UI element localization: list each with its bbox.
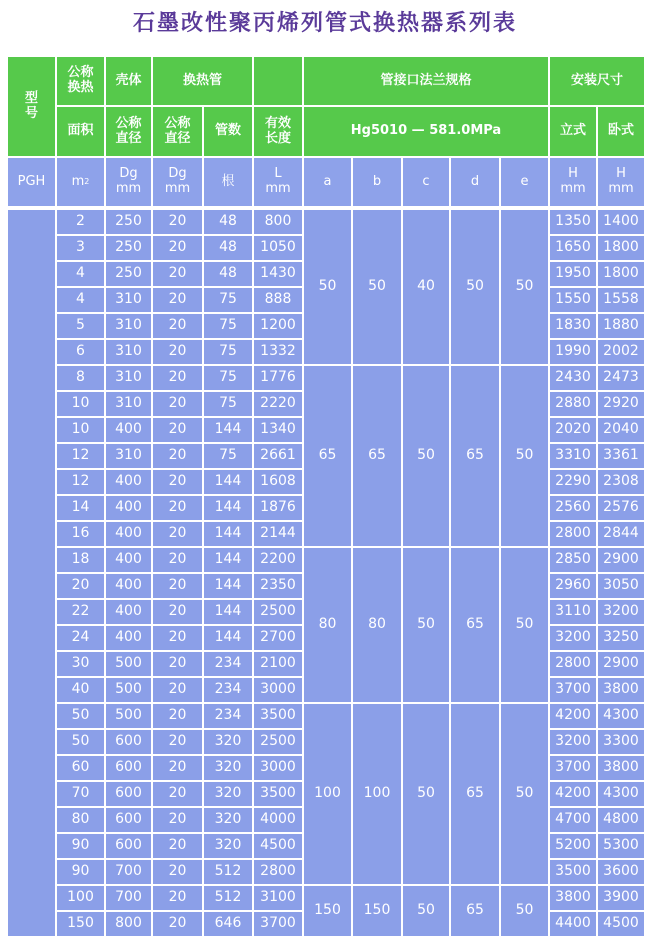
flange-b-group: 100 (353, 704, 401, 884)
table-cell-tube-diameter: 20 (153, 678, 202, 702)
table-cell-tube-diameter: 20 (153, 574, 202, 598)
table-cell-tube-count: 48 (204, 236, 252, 260)
table-cell-tube-length: 2350 (254, 574, 302, 598)
table-cell-tube-length: 2200 (254, 548, 302, 572)
flange-a-group: 80 (304, 548, 351, 702)
table-cell-tube-count: 75 (204, 288, 252, 312)
unit-horizontal: H mm (598, 158, 644, 206)
unit-shell: Dg mm (106, 158, 151, 206)
table-cell-height-horizontal: 2576 (598, 496, 644, 520)
table-cell-tube-length: 2100 (254, 652, 302, 676)
flange-e-group: 50 (501, 548, 548, 702)
table-cell-shell-diameter: 310 (106, 366, 151, 390)
unit-vertical: H mm (550, 158, 596, 206)
flange-c-group: 40 (403, 210, 449, 364)
table-cell-tube-count: 234 (204, 704, 252, 728)
flange-b-group: 150 (353, 886, 401, 936)
flange-c-group: 50 (403, 704, 449, 884)
table-cell-area: 90 (57, 860, 104, 884)
unit-tube-dia: Dg mm (153, 158, 202, 206)
table-cell-tube-diameter: 20 (153, 496, 202, 520)
table-cell-height-horizontal: 2040 (598, 418, 644, 442)
table-cell-tube-diameter: 20 (153, 860, 202, 884)
header-flange-standard: Hg5010 — 581.0MPa (304, 107, 548, 156)
table-cell-height-vertical: 1950 (550, 262, 596, 286)
header-tube-top: 换热管 (153, 57, 252, 105)
table-cell-shell-diameter: 310 (106, 340, 151, 364)
table-cell-height-vertical: 3700 (550, 678, 596, 702)
table-cell-shell-diameter: 500 (106, 652, 151, 676)
table-cell-tube-diameter: 20 (153, 236, 202, 260)
unit-d: d (451, 158, 499, 206)
table-cell-height-horizontal: 2308 (598, 470, 644, 494)
table-cell-area: 40 (57, 678, 104, 702)
table-cell-tube-count: 234 (204, 652, 252, 676)
table-cell-area: 50 (57, 730, 104, 754)
unit-model: PGH (8, 158, 55, 206)
table-cell-area: 50 (57, 704, 104, 728)
table-cell-tube-length: 4000 (254, 808, 302, 832)
table-cell-height-vertical: 1990 (550, 340, 596, 364)
table-cell-shell-diameter: 400 (106, 470, 151, 494)
table-cell-tube-count: 320 (204, 834, 252, 858)
table-cell-area: 3 (57, 236, 104, 260)
table-cell-tube-length: 2661 (254, 444, 302, 468)
table-cell-area: 80 (57, 808, 104, 832)
table-cell-tube-length: 2800 (254, 860, 302, 884)
flange-b-group: 65 (353, 366, 401, 546)
table-cell-tube-diameter: 20 (153, 392, 202, 416)
table-cell-tube-diameter: 20 (153, 210, 202, 234)
flange-d-group: 65 (451, 366, 499, 546)
table-cell-tube-diameter: 20 (153, 808, 202, 832)
table-cell-area: 30 (57, 652, 104, 676)
flange-a-group: 65 (304, 366, 351, 546)
table-cell-tube-diameter: 20 (153, 340, 202, 364)
table-cell-shell-diameter: 500 (106, 704, 151, 728)
table-cell-height-horizontal: 3800 (598, 756, 644, 780)
table-cell-area: 22 (57, 600, 104, 624)
table-cell-height-horizontal: 3800 (598, 678, 644, 702)
flange-e-group: 50 (501, 704, 548, 884)
table-cell-tube-length: 3500 (254, 782, 302, 806)
table-cell-height-vertical: 2020 (550, 418, 596, 442)
table-cell-height-vertical: 3700 (550, 756, 596, 780)
table-cell-shell-diameter: 600 (106, 782, 151, 806)
table-cell-tube-length: 3000 (254, 678, 302, 702)
table-cell-tube-length: 1776 (254, 366, 302, 390)
table-cell-tube-diameter: 20 (153, 314, 202, 338)
table-cell-height-vertical: 1650 (550, 236, 596, 260)
header-install-top: 安装尺寸 (550, 57, 644, 105)
table-cell-height-vertical: 4700 (550, 808, 596, 832)
table-cell-height-vertical: 4400 (550, 912, 596, 936)
table-cell-height-vertical: 2800 (550, 522, 596, 546)
unit-area-exponent: 2 (84, 176, 90, 186)
table-cell-shell-diameter: 310 (106, 392, 151, 416)
table-cell-height-horizontal: 3600 (598, 860, 644, 884)
table-cell-height-vertical: 3110 (550, 600, 596, 624)
table-cell-area: 10 (57, 418, 104, 442)
table-cell-height-horizontal: 4800 (598, 808, 644, 832)
table-cell-tube-count: 512 (204, 886, 252, 910)
table-cell-shell-diameter: 400 (106, 548, 151, 572)
table-cell-height-horizontal: 1800 (598, 262, 644, 286)
table-cell-tube-diameter: 20 (153, 418, 202, 442)
table-cell-tube-length: 1608 (254, 470, 302, 494)
table-cell-tube-count: 75 (204, 366, 252, 390)
table-cell-tube-length: 1430 (254, 262, 302, 286)
table-cell-tube-diameter: 20 (153, 522, 202, 546)
table-cell-shell-diameter: 600 (106, 808, 151, 832)
table-cell-tube-count: 75 (204, 340, 252, 364)
table-cell-tube-count: 75 (204, 392, 252, 416)
table-cell-area: 10 (57, 392, 104, 416)
table-cell-height-vertical: 1550 (550, 288, 596, 312)
flange-e-group: 50 (501, 210, 548, 364)
table-cell-tube-length: 3000 (254, 756, 302, 780)
table-cell-tube-length: 3500 (254, 704, 302, 728)
table-cell-area: 4 (57, 288, 104, 312)
table-cell-height-vertical: 4200 (550, 782, 596, 806)
table-cell-tube-length: 1876 (254, 496, 302, 520)
header-shell-top: 壳体 (106, 57, 151, 105)
header-area-bottom: 面积 (57, 107, 104, 156)
table-cell-shell-diameter: 400 (106, 626, 151, 650)
table-cell-height-horizontal: 1880 (598, 314, 644, 338)
table-cell-height-horizontal: 2002 (598, 340, 644, 364)
table-cell-height-horizontal: 4300 (598, 704, 644, 728)
table-cell-tube-count: 320 (204, 782, 252, 806)
table-cell-shell-diameter: 250 (106, 210, 151, 234)
table-cell-tube-length: 1332 (254, 340, 302, 364)
table-cell-shell-diameter: 250 (106, 262, 151, 286)
table-cell-area: 2 (57, 210, 104, 234)
table-cell-height-horizontal: 4500 (598, 912, 644, 936)
header-tube-length: 有效 长度 (254, 107, 302, 156)
table-cell-height-vertical: 3500 (550, 860, 596, 884)
table-cell-area: 12 (57, 470, 104, 494)
table-cell-tube-length: 2500 (254, 600, 302, 624)
table-cell-tube-length: 1050 (254, 236, 302, 260)
header-tube-count: 管数 (204, 107, 252, 156)
table-cell-tube-count: 144 (204, 574, 252, 598)
table-cell-height-horizontal: 2473 (598, 366, 644, 390)
table-cell-height-horizontal: 1800 (598, 236, 644, 260)
header-horizontal: 卧式 (598, 107, 644, 156)
table-cell-tube-count: 320 (204, 808, 252, 832)
table-cell-tube-diameter: 20 (153, 704, 202, 728)
table-cell-tube-diameter: 20 (153, 262, 202, 286)
flange-c-group: 50 (403, 366, 449, 546)
table-cell-shell-diameter: 400 (106, 522, 151, 546)
table-cell-tube-count: 144 (204, 626, 252, 650)
flange-b-group: 80 (353, 548, 401, 702)
table-cell-area: 90 (57, 834, 104, 858)
header-vertical: 立式 (550, 107, 596, 156)
table-cell-height-horizontal: 5300 (598, 834, 644, 858)
table-cell-height-horizontal: 2920 (598, 392, 644, 416)
table-cell-height-vertical: 2290 (550, 470, 596, 494)
flange-d-group: 50 (451, 210, 499, 364)
table-cell-tube-diameter: 20 (153, 548, 202, 572)
table-cell-area: 16 (57, 522, 104, 546)
table-cell-height-horizontal: 3250 (598, 626, 644, 650)
header-shell-diameter: 公称 直径 (106, 107, 151, 156)
table-cell-area: 100 (57, 886, 104, 910)
table-cell-shell-diameter: 400 (106, 496, 151, 520)
table-cell-height-vertical: 2560 (550, 496, 596, 520)
table-cell-tube-diameter: 20 (153, 652, 202, 676)
table-cell-height-horizontal: 1558 (598, 288, 644, 312)
table-cell-tube-length: 2700 (254, 626, 302, 650)
table-cell-tube-count: 48 (204, 262, 252, 286)
table-cell-height-vertical: 3200 (550, 626, 596, 650)
table-cell-height-horizontal: 3361 (598, 444, 644, 468)
table-cell-shell-diameter: 310 (106, 444, 151, 468)
flange-d-group: 65 (451, 704, 499, 884)
table-cell-height-vertical: 5200 (550, 834, 596, 858)
table-cell-height-horizontal: 3200 (598, 600, 644, 624)
table-cell-tube-count: 48 (204, 210, 252, 234)
table-cell-height-vertical: 3200 (550, 730, 596, 754)
table-cell-tube-length: 888 (254, 288, 302, 312)
table-cell-height-vertical: 2880 (550, 392, 596, 416)
flange-e-group: 50 (501, 886, 548, 936)
table-cell-tube-count: 320 (204, 730, 252, 754)
flange-d-group: 65 (451, 886, 499, 936)
unit-e: e (501, 158, 548, 206)
unit-c: c (403, 158, 449, 206)
table-cell-area: 70 (57, 782, 104, 806)
table-cell-tube-length: 4500 (254, 834, 302, 858)
table-cell-shell-diameter: 500 (106, 678, 151, 702)
table-cell-area: 14 (57, 496, 104, 520)
flange-b-group: 50 (353, 210, 401, 364)
table-cell-shell-diameter: 700 (106, 886, 151, 910)
header-tube-top-end (254, 57, 302, 105)
flange-a-group: 150 (304, 886, 351, 936)
table-cell-tube-length: 2144 (254, 522, 302, 546)
table-cell-tube-count: 144 (204, 522, 252, 546)
unit-a: a (304, 158, 351, 206)
unit-tube-len: L mm (254, 158, 302, 206)
table-cell-tube-diameter: 20 (153, 782, 202, 806)
table-cell-height-horizontal: 3050 (598, 574, 644, 598)
table-cell-tube-length: 3700 (254, 912, 302, 936)
table-cell-tube-diameter: 20 (153, 912, 202, 936)
table-cell-tube-count: 144 (204, 470, 252, 494)
table-cell-tube-length: 2500 (254, 730, 302, 754)
unit-area-base: m (71, 173, 85, 189)
table-cell-tube-length: 1200 (254, 314, 302, 338)
table-cell-tube-diameter: 20 (153, 730, 202, 754)
table-cell-area: 18 (57, 548, 104, 572)
table-cell-height-vertical: 4200 (550, 704, 596, 728)
table-cell-area: 20 (57, 574, 104, 598)
table-cell-height-vertical: 1830 (550, 314, 596, 338)
table-cell-shell-diameter: 310 (106, 314, 151, 338)
table-cell-tube-count: 144 (204, 496, 252, 520)
table-cell-tube-count: 144 (204, 548, 252, 572)
table-cell-tube-count: 646 (204, 912, 252, 936)
flange-e-group: 50 (501, 366, 548, 546)
table-cell-shell-diameter: 400 (106, 600, 151, 624)
table-cell-shell-diameter: 400 (106, 574, 151, 598)
table-cell-area: 150 (57, 912, 104, 936)
table-cell-area: 60 (57, 756, 104, 780)
table-cell-height-vertical: 2430 (550, 366, 596, 390)
header-tube-diameter: 公称 直径 (153, 107, 202, 156)
header-area-top: 公称 换热 (57, 57, 104, 105)
table-cell-area: 24 (57, 626, 104, 650)
table-cell-tube-count: 144 (204, 600, 252, 624)
table-cell-tube-diameter: 20 (153, 834, 202, 858)
table-cell-tube-length: 3100 (254, 886, 302, 910)
table-cell-shell-diameter: 250 (106, 236, 151, 260)
table-cell-height-horizontal: 2900 (598, 652, 644, 676)
unit-area (57, 158, 104, 206)
table-cell-tube-count: 320 (204, 756, 252, 780)
table-cell-area: 8 (57, 366, 104, 390)
flange-c-group: 50 (403, 886, 449, 936)
table-cell-shell-diameter: 310 (106, 288, 151, 312)
table-cell-shell-diameter: 600 (106, 756, 151, 780)
table-cell-area: 5 (57, 314, 104, 338)
table-cell-height-horizontal: 4300 (598, 782, 644, 806)
flange-c-group: 50 (403, 548, 449, 702)
unit-b: b (353, 158, 401, 206)
table-cell-height-vertical: 3310 (550, 444, 596, 468)
unit-tube-count: 根 (204, 158, 252, 206)
table-cell-tube-diameter: 20 (153, 756, 202, 780)
table-cell-height-horizontal: 1400 (598, 210, 644, 234)
table-cell-area: 4 (57, 262, 104, 286)
table-cell-tube-diameter: 20 (153, 470, 202, 494)
table-cell-height-horizontal: 2844 (598, 522, 644, 546)
table-cell-tube-diameter: 20 (153, 444, 202, 468)
flange-a-group: 50 (304, 210, 351, 364)
page-title: 石墨改性聚丙烯列管式换热器系列表 (132, 11, 517, 36)
table-cell-height-vertical: 3800 (550, 886, 596, 910)
table-cell-tube-count: 512 (204, 860, 252, 884)
table-cell-shell-diameter: 400 (106, 418, 151, 442)
flange-d-group: 65 (451, 548, 499, 702)
table-cell-tube-diameter: 20 (153, 600, 202, 624)
table-cell-tube-length: 1340 (254, 418, 302, 442)
table-cell-tube-length: 2220 (254, 392, 302, 416)
table-cell-tube-count: 75 (204, 444, 252, 468)
table-cell-height-horizontal: 2900 (598, 548, 644, 572)
table-cell-tube-length: 800 (254, 210, 302, 234)
table-cell-tube-diameter: 20 (153, 886, 202, 910)
model-column (8, 210, 55, 936)
header-model: 型 号 (8, 57, 55, 156)
table-cell-tube-diameter: 20 (153, 366, 202, 390)
table-cell-tube-diameter: 20 (153, 626, 202, 650)
table-cell-shell-diameter: 700 (106, 860, 151, 884)
table-cell-height-horizontal: 3300 (598, 730, 644, 754)
table-cell-area: 12 (57, 444, 104, 468)
table-cell-shell-diameter: 600 (106, 730, 151, 754)
table-cell-tube-count: 234 (204, 678, 252, 702)
table-cell-height-vertical: 1350 (550, 210, 596, 234)
table-cell-tube-diameter: 20 (153, 288, 202, 312)
table-cell-height-vertical: 2800 (550, 652, 596, 676)
table-cell-height-horizontal: 3900 (598, 886, 644, 910)
table-cell-height-vertical: 2960 (550, 574, 596, 598)
table-cell-area: 6 (57, 340, 104, 364)
table-cell-shell-diameter: 600 (106, 834, 151, 858)
table-cell-height-vertical: 2850 (550, 548, 596, 572)
header-flange-top: 管接口法兰规格 (304, 57, 548, 105)
table-cell-tube-count: 75 (204, 314, 252, 338)
flange-a-group: 100 (304, 704, 351, 884)
table-cell-tube-count: 144 (204, 418, 252, 442)
table-cell-shell-diameter: 800 (106, 912, 151, 936)
